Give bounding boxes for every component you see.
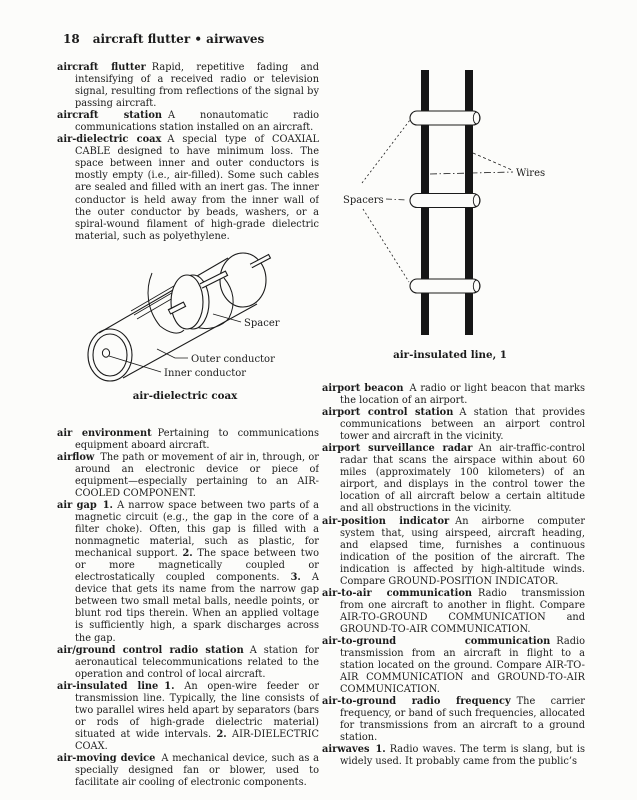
sense-number: 2. [216, 728, 227, 740]
dictionary-entry [57, 500, 319, 645]
definition-text: AIR-DIELECTRIC COAX. [75, 728, 319, 752]
dictionary-entry [322, 696, 585, 744]
air-insulated-line-figure [330, 62, 582, 361]
dictionary-entry [57, 452, 319, 500]
entry-term: air-to-air communication [322, 587, 472, 599]
entry-group-right [322, 383, 585, 769]
sense-number: 2. [182, 548, 193, 560]
coax-drawing [75, 248, 319, 383]
dictionary-entry [322, 636, 585, 696]
dictionary-entry [322, 744, 585, 768]
entry-group-left-top [57, 62, 319, 243]
dictionary-entry [57, 681, 319, 753]
entry-term: air gap [57, 499, 97, 511]
sense-number: 1. [375, 744, 386, 756]
definition-text: A special type of COAXIAL CABLE designed to have minimum loss. The space between inner and outer conductors is mostly empty (i.e., air-filled). Some such cables are sealed and filled with an inert gas. The inner conductor is held away from the inner wall of the outer conductor by beads, washers, or a spiral-wound filament of high-grade dielectric material, such as polyethylene. [75, 134, 319, 242]
inner-conductor-label: Inner conductor [164, 367, 247, 379]
entry-term: air/ground control radio station [57, 644, 244, 656]
definition-text: Rapid, repetitive fading and intensifying of a received radio or television signal, resulting from reflections of the signal by passing aircraft. [75, 62, 319, 110]
spacer-bar-bottom [410, 279, 480, 293]
definition-text: An air-traffic-control radar that scans the airspace within about 60 miles (approximately 100 kilometers) of an airport, and displays in the control tower the location of all aircraft below a certain altitude and all obstructions in the vicinity. [340, 443, 585, 515]
spacers-label: Spacers [343, 195, 384, 206]
inner-conductor-tip [102, 349, 109, 357]
definition-text: Radio waves. The term is slang, but is widely used. It probably came from the public’s [340, 744, 585, 768]
definition-text: A station that provides communications between an airport control tower and aircraft in the vicinity. [340, 407, 585, 443]
dictionary-entry [322, 383, 585, 407]
entry-term: air environment [57, 427, 152, 439]
definition-text: The carrier frequency, or band of such frequencies, allocated for transmissions from an aircraft to a ground station. [340, 696, 585, 744]
entry-term: air-to-ground communication [322, 635, 551, 647]
inner-conductor-stub [251, 256, 270, 266]
definition-text: A radio or light beacon that marks the location of an airport. [340, 383, 585, 407]
dictionary-entry [57, 645, 319, 681]
definition-text: Radio transmission from one aircraft to another in flight. Compare AIR-TO-GROUND COMMUNICATION and GROUND-TO-AIR COMMUNICATION. [340, 587, 585, 635]
entry-term: aircraft station [57, 110, 162, 122]
line-drawing [330, 62, 582, 340]
definition-text: Radio transmission from an aircraft in flight to a station located on the ground. Compare AIR-TO-AIR COMMUNICATION and GROUND-TO-AIR COMMUNICATION. [340, 635, 585, 696]
entry-term: air-to-ground radio frequency [322, 696, 511, 708]
definition-text: An airborne computer system that, using airspeed, aircraft heading, and elapsed time, furnishes a continuous indication of the position of the aircraft. The indication is affected by high-altitude winds. Compare GROUND-POSITION INDICATOR. [340, 515, 585, 587]
entry-term: aircraft flutter [57, 62, 146, 73]
spacer-bar-middle [410, 194, 480, 208]
coax-figure-caption: air-dielectric coax [132, 389, 238, 402]
spacer-label: Spacer [244, 317, 280, 329]
dictionary-entry [57, 134, 319, 242]
dictionary-entry [57, 110, 319, 134]
definition-text: A mechanical device, such as a specially designed fan or blower, used to facilitate air cooling of electronic components. [75, 752, 319, 789]
sense-number: 1. [164, 680, 175, 692]
wires-label: Wires [516, 168, 546, 179]
spacer-bar-top [410, 111, 480, 125]
entry-term: airport beacon [322, 383, 404, 394]
page-number: 18 [63, 32, 80, 46]
dictionary-entry [57, 62, 319, 110]
dictionary-entry [57, 753, 319, 789]
entry-term: air-position indicator [322, 515, 450, 527]
sense-number: 3. [290, 572, 301, 584]
definition-text: The space between two or more magnetically coupled or electrostatically coupled components. [75, 548, 319, 584]
entry-term: air-moving device [57, 752, 156, 764]
definition-text: A nonautomatic radio communications station installed on an aircraft. [75, 110, 319, 134]
entry-group-left-bottom [57, 428, 319, 789]
dictionary-entry [57, 428, 319, 452]
definition-text: A station for aeronautical telecommunications related to the operation and control of local aircraft. [75, 644, 319, 680]
entry-term: air-dielectric coax [57, 134, 162, 146]
entry-term: air-insulated line [57, 680, 159, 692]
definition-text: Pertaining to communications equipment aboard aircraft. [75, 427, 319, 451]
entry-term: airport control station [322, 407, 454, 419]
line-figure-caption: air-insulated line, 1 [393, 349, 507, 361]
entry-term: airwaves [322, 744, 370, 756]
dictionary-entry [322, 516, 585, 588]
left-column [57, 62, 319, 800]
dictionary-entry [322, 407, 585, 443]
dictionary-entry [322, 588, 585, 636]
definition-text: The path or movement of air in, through, or around an electronic device or piece of equipment—especially pertaining to an AIR-COOLED COMPONENT. [75, 451, 319, 499]
definition-text: A device that gets its name from the narrow gap between two small metal balls, needle points, or blunt rod tips therein. When an applied voltage is sufficiently high, a spark discharges across the gap. [75, 572, 319, 644]
page-header [63, 32, 264, 46]
dictionary-entry [322, 443, 585, 515]
definition-text: A narrow space between two parts of a magnetic circuit (e.g., the gap in the core of a filter choke). Often, this gap is filled with a nonmagnetic material, such as plastic, for mechanical support. [75, 499, 319, 560]
outer-conductor-label: Outer conductor [191, 353, 275, 365]
right-column [322, 62, 585, 800]
entry-term: airflow [57, 451, 95, 463]
definition-text: An open-wire feeder or transmission line. Typically, the line consists of two parallel wires held apart by separators (bars or rods of high-grade dielectric material) situated at wide intervals. [75, 680, 319, 740]
air-dielectric-coax-figure [75, 248, 319, 402]
sense-number: 1. [102, 499, 113, 511]
running-title: aircraft flutter • airwaves [92, 32, 265, 46]
entry-term: airport surveillance radar [322, 443, 473, 455]
